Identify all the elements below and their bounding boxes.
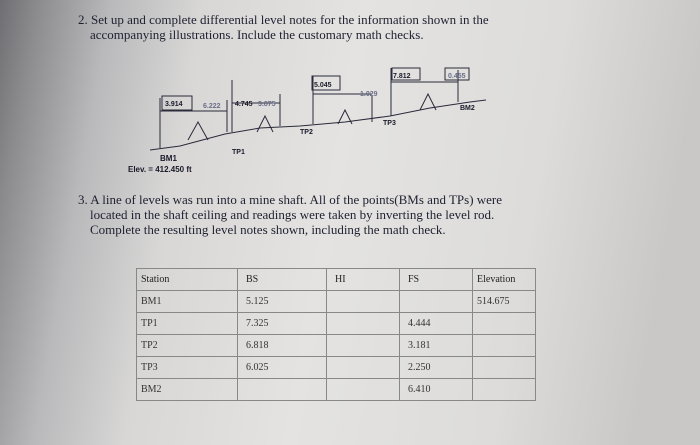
cell-station: TP2 <box>137 335 238 357</box>
cell-bs: 7.325 <box>238 313 327 335</box>
reading-bs1: 3.914 <box>165 101 183 108</box>
table-row <box>137 379 536 401</box>
question-2-line1: Set up and complete differential level notes for the information shown in the <box>91 12 489 27</box>
cell-elevation <box>473 335 536 357</box>
reading-fs3: 1.029 <box>360 91 378 98</box>
reading-fs4: 0.455 <box>448 73 466 80</box>
table-row <box>137 357 536 379</box>
question-3-line2: located in the shaft ceiling and readings were taken by inverting the level rod. <box>90 207 495 222</box>
label-tp2: TP2 <box>300 129 313 136</box>
reading-bs4: 7.812 <box>393 73 411 80</box>
bm1-elevation: Elev. = 412.450 ft <box>128 165 192 174</box>
cell-station: TP3 <box>137 357 238 379</box>
cell-station: BM1 <box>137 291 238 313</box>
header-bs: BS <box>238 269 327 291</box>
reading-bs3: 5.045 <box>314 82 332 89</box>
bm1-label: BM1 <box>160 154 177 163</box>
cell-bs: 6.025 <box>238 357 327 379</box>
cell-hi <box>327 335 400 357</box>
question-3 <box>78 192 578 237</box>
cell-elevation <box>473 379 536 401</box>
cell-hi <box>327 379 400 401</box>
cell-station: TP1 <box>137 313 238 335</box>
question-3-number: 3. <box>78 192 88 207</box>
table-row <box>137 291 536 313</box>
cell-fs <box>400 291 473 313</box>
cell-bs: 6.818 <box>238 335 327 357</box>
level-notes-table <box>136 268 536 401</box>
cell-station: BM2 <box>137 379 238 401</box>
cell-bs: 5.125 <box>238 291 327 313</box>
question-3-line3: Complete the resulting level notes shown, including the math check. <box>90 222 446 237</box>
cell-fs: 6.410 <box>400 379 473 401</box>
reading-bs2: 4.745 <box>235 101 253 108</box>
header-fs: FS <box>400 269 473 291</box>
cell-fs: 4.444 <box>400 313 473 335</box>
cell-hi <box>327 313 400 335</box>
question-2-line2: accompanying illustrations. Include the customary math checks. <box>90 27 424 42</box>
label-tp3: TP3 <box>383 120 396 127</box>
label-tp1: TP1 <box>232 149 245 156</box>
reading-fs1: 6.222 <box>203 103 221 110</box>
cell-elevation <box>473 313 536 335</box>
cell-fs: 2.250 <box>400 357 473 379</box>
reading-fs2: 3.875 <box>258 101 276 108</box>
cell-hi <box>327 357 400 379</box>
cell-fs: 3.181 <box>400 335 473 357</box>
label-bm2: BM2 <box>460 105 475 112</box>
header-station: Station <box>137 269 238 291</box>
question-2-number: 2. <box>78 12 88 27</box>
cell-hi <box>327 291 400 313</box>
table-header-row <box>137 269 536 291</box>
cell-elevation <box>473 357 536 379</box>
cell-bs <box>238 379 327 401</box>
question-3-line1: A line of levels was run into a mine shaft. All of the points(BMs and TPs) were <box>90 192 503 207</box>
cell-elevation: 514.675 <box>473 291 536 313</box>
header-elevation: Elevation <box>473 269 536 291</box>
table-row <box>137 313 536 335</box>
header-hi: HI <box>327 269 400 291</box>
table-row <box>137 335 536 357</box>
